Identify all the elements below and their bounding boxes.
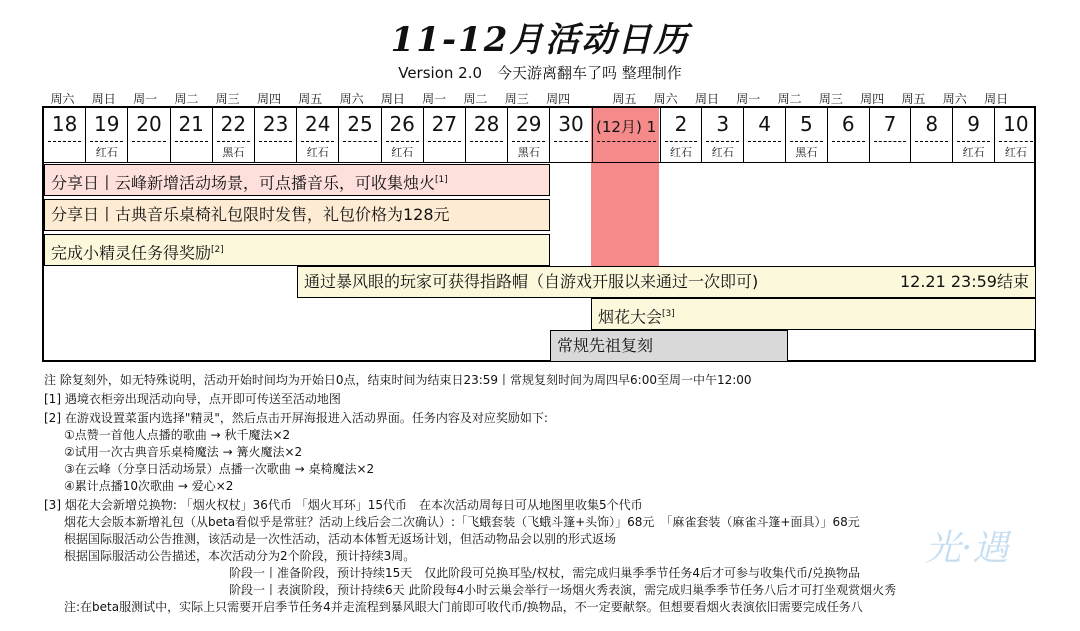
date-number: 30 xyxy=(558,112,584,136)
date-cell xyxy=(953,108,995,162)
note-line: 阶段一丨表演阶段，预计持续6天 此阶段每4小时云巢会举行一场烟火秀表演，需完成归巢季季节任务八后才可打坐观赏烟火秀 xyxy=(229,583,897,597)
date-number: 9 xyxy=(967,112,980,136)
date-number: 4 xyxy=(758,112,771,136)
date-number: 26 xyxy=(389,112,415,136)
event-share-day-bundle xyxy=(44,199,550,231)
weekday-label: 周三 xyxy=(504,92,529,106)
date-cell xyxy=(86,108,128,162)
note-line: ④累计点播10次歌曲 → 爱心×2 xyxy=(64,479,234,493)
dashed-divider xyxy=(386,141,419,142)
date-cell xyxy=(786,108,828,162)
dashed-divider xyxy=(48,141,81,142)
event-label: 通过暴风眼的玩家可获得指路帽（自游戏开服以来通过一次即可) xyxy=(304,272,759,291)
date-cell xyxy=(171,108,213,162)
event-label: 完成小精灵任务得奖励 xyxy=(51,243,212,263)
note-line: 注 除复刻外，如无特殊说明，活动开始时间均为开始日0点，结束时间为结束日23:59丨常规复刻时间为周四早6:00至周一中午12:00 xyxy=(44,373,752,387)
date-cell xyxy=(870,108,912,162)
event-spirit-task xyxy=(44,234,550,266)
date-number: 25 xyxy=(347,112,373,136)
date-number: 7 xyxy=(883,112,897,136)
event-fireworks xyxy=(591,298,1036,330)
footnote-ref: [2] xyxy=(211,245,224,255)
date-number: 27 xyxy=(431,112,458,136)
dashed-divider xyxy=(90,141,123,142)
date-number: 8 xyxy=(925,112,939,136)
dashed-divider xyxy=(512,141,545,142)
candle-stone-label: 红石 xyxy=(962,146,985,159)
weekday-label: 周六 xyxy=(942,92,967,106)
dashed-divider xyxy=(554,141,587,142)
candle-stone-label: 黑石 xyxy=(517,146,540,159)
weekday-label: 周六 xyxy=(653,92,678,106)
weekday-label: 周三 xyxy=(818,92,843,106)
date-cell xyxy=(593,108,661,162)
calendar-grid xyxy=(42,106,1036,362)
note-line: 烟花大会版本新增礼包（从beta看似乎是常驻？活动上线后会二次确认）:「飞蛾套装（飞蛾斗篷+头饰）」68元 「麻雀套装（麻雀斗篷+面具）」68元 xyxy=(64,515,860,529)
date-number: 5 xyxy=(800,112,813,136)
event-label: 烟花大会 xyxy=(598,307,663,327)
weekday-label: 周四 xyxy=(546,92,571,106)
weekday-label: 周四 xyxy=(860,92,885,106)
weekday-label: 周三 xyxy=(215,92,240,106)
dashed-divider xyxy=(748,141,781,142)
date-cell xyxy=(44,108,86,162)
dashed-divider xyxy=(790,141,823,142)
dashed-divider xyxy=(915,141,948,142)
date-number: (12月) 1 xyxy=(596,118,657,136)
note-line: 根据国际服活动公告描述，本次活动分为2个阶段，预计持续3周。 xyxy=(64,549,416,563)
weekday-label: 周日 xyxy=(380,92,405,106)
date-cell xyxy=(297,108,339,162)
date-number: 6 xyxy=(841,112,855,136)
date-cell xyxy=(466,108,508,162)
date-cell xyxy=(995,108,1037,162)
event-label: 常规先祖复刻 xyxy=(557,336,654,355)
candle-stone-label: 红石 xyxy=(711,146,734,159)
weekday-label: 周四 xyxy=(256,92,281,106)
dashed-divider xyxy=(665,141,698,142)
dashed-divider xyxy=(706,141,739,142)
date-cell xyxy=(661,108,703,162)
footnote-ref: [3] xyxy=(662,309,675,319)
dashed-divider xyxy=(428,141,461,142)
dashed-divider xyxy=(470,141,503,142)
date-number: 2 xyxy=(674,112,688,136)
event-share-day-music xyxy=(44,164,550,196)
page-title: 11-12月活动日历 xyxy=(390,20,690,60)
weekday-label: 周二 xyxy=(777,92,802,106)
date-number: 28 xyxy=(473,112,500,136)
event-storm-eye-hat xyxy=(297,266,1036,298)
weekday-label: 周五 xyxy=(298,92,323,106)
note-line: 阶段一丨准备阶段，预计持续15天 仅此阶段可兑换耳坠/权杖，需完成归巢季季节任务4后才可参与收集代币/兑换物品 xyxy=(229,566,860,580)
dashed-divider xyxy=(597,141,656,142)
watermark-logo: 光·遇 xyxy=(925,528,1009,569)
page-subtitle: Version 2.0 今天游离翻车了吗 整理制作 xyxy=(398,64,682,82)
candle-stone-label: 红石 xyxy=(391,146,414,159)
dashed-divider xyxy=(217,141,250,142)
date-cell xyxy=(128,108,170,162)
dashed-divider xyxy=(175,141,208,142)
dashed-divider xyxy=(132,141,165,142)
note-line: ③在云峰（分享日活动场景）点播一次歌曲 → 桌椅魔法×2 xyxy=(64,462,375,476)
weekday-label: 周五 xyxy=(901,92,926,106)
date-cell xyxy=(911,108,953,162)
weekday-label: 周一 xyxy=(736,92,761,106)
date-cell xyxy=(508,108,550,162)
weekday-label: 周日 xyxy=(91,92,116,106)
date-number: 29 xyxy=(516,112,542,136)
dashed-divider xyxy=(301,141,334,142)
weekday-label: 周日 xyxy=(984,92,1009,106)
date-number: 20 xyxy=(136,112,162,136)
event-label: 分享日丨云峰新增活动场景，可点播音乐，可收集烛火 xyxy=(51,173,436,193)
date-number: 18 xyxy=(51,112,78,136)
weekday-label: 周二 xyxy=(174,92,199,106)
date-number: 3 xyxy=(716,112,730,136)
note-line: [3] 烟花大会新增兑换物: 「烟火权杖」36代币 「烟火耳环」15代币 在本次活动周每日可从地图里收集5个代币 xyxy=(44,498,643,512)
candle-stone-label: 黑石 xyxy=(222,146,245,159)
dashed-divider xyxy=(957,141,990,142)
date-cell xyxy=(424,108,466,162)
candle-stone-label: 红石 xyxy=(1004,146,1027,159)
weekday-label: 周日 xyxy=(694,92,719,106)
dashed-divider xyxy=(999,141,1033,142)
date-cell xyxy=(550,108,592,162)
date-cell xyxy=(213,108,255,162)
candle-stone-label: 红石 xyxy=(306,146,329,159)
date-number: 10 xyxy=(1003,112,1029,136)
weekday-label: 周六 xyxy=(50,92,75,106)
candle-stone-label: 黑石 xyxy=(795,146,818,159)
footnote-ref: [1] xyxy=(435,175,448,185)
weekday-label: 周一 xyxy=(133,92,158,106)
date-number: 24 xyxy=(305,112,331,136)
date-cell xyxy=(828,108,870,162)
date-number: 22 xyxy=(220,112,247,136)
candle-stone-label: 红石 xyxy=(95,146,118,159)
weekday-label: 周一 xyxy=(422,92,447,106)
note-line: 根据国际服活动公告推测，该活动是一次性活动，活动本体暂无返场计划，但活动物品会以别的形式返场 xyxy=(64,532,617,546)
date-cell xyxy=(382,108,424,162)
weekday-label: 周二 xyxy=(463,92,488,106)
date-number: 19 xyxy=(94,112,120,136)
event-traveling-spirit xyxy=(550,330,788,362)
dashed-divider xyxy=(259,141,292,142)
weekday-label: 周五 xyxy=(612,92,637,106)
divider xyxy=(44,162,1034,163)
note-line: 注:在beta服测试中，实际上只需要开启季节任务4并走流程到暴风眼大门前即可收代币/换物品，不一定要献祭。但想要看烟火表演依旧需要完成任务八 xyxy=(64,600,863,614)
dashed-divider xyxy=(832,141,865,142)
note-line: [2] 在游戏设置菜蛋内选择"精灵"，然后点击开屏海报进入活动界面。任务内容及对应奖励如下: xyxy=(44,411,548,425)
event-end-time: 12.21 23:59结束 xyxy=(899,272,1029,291)
date-cell xyxy=(255,108,297,162)
event-label: 分享日丨古典音乐桌椅礼包限时发售，礼包价格为128元 xyxy=(51,205,450,224)
note-line: ①点赞一首他人点播的歌曲 → 秋千魔法×2 xyxy=(64,428,291,442)
date-number: 23 xyxy=(262,112,289,136)
dashed-divider xyxy=(874,141,907,142)
date-cell xyxy=(339,108,381,162)
dashed-divider xyxy=(343,141,376,142)
note-line: ②试用一次古典音乐桌椅魔法 → 篝火魔法×2 xyxy=(64,445,303,459)
weekday-label: 周六 xyxy=(339,92,364,106)
candle-stone-label: 红石 xyxy=(669,146,692,159)
note-line: [1] 遇境衣柜旁出现活动向导，点开即可传送至活动地图 xyxy=(44,392,341,406)
date-cell xyxy=(702,108,744,162)
date-cell xyxy=(744,108,786,162)
date-number: 21 xyxy=(178,112,204,136)
